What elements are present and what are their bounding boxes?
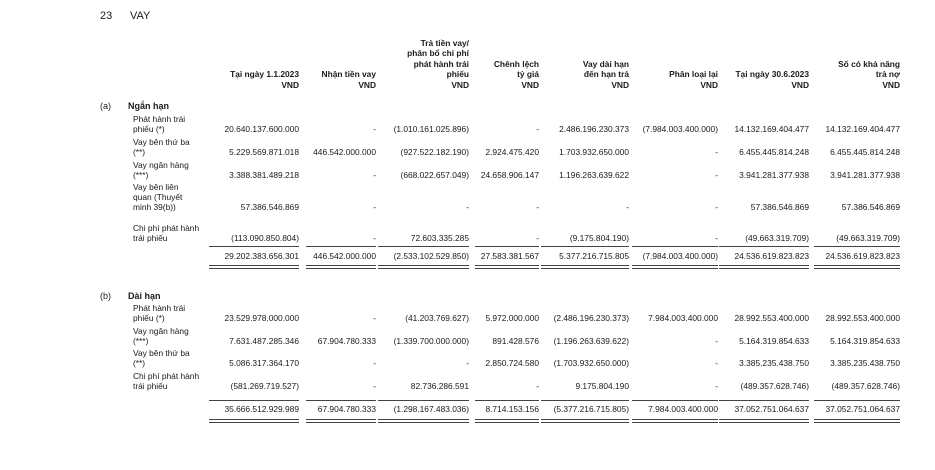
section-a-key: (a) (100, 101, 111, 111)
total-value: 35.666.512.929.989 (224, 404, 299, 414)
subtotal-rule (378, 400, 469, 401)
total-double-rule (209, 268, 299, 269)
cell-value: 5.086.317.364.170 (229, 358, 299, 369)
cell-value: (49.663.319.709) (745, 233, 809, 244)
cell-value: - (715, 336, 718, 347)
cell-value: - (626, 202, 629, 213)
cell-value: (489.357.628.746) (831, 381, 900, 392)
total-double-rule (814, 268, 900, 269)
cell-value: - (373, 313, 376, 324)
subtotal-rule (541, 400, 629, 401)
cell-value: (2.486.196.230.373) (553, 313, 629, 324)
total-double-rule (541, 419, 629, 420)
total-value: 5.377.216.715.805 (559, 251, 629, 261)
total-double-rule (306, 422, 376, 423)
total-value: (7.984.003.400.000) (642, 251, 718, 261)
cell-value: - (373, 202, 376, 213)
row-label: Vay bên liên quan (Thuyết minh 39(b)) (133, 182, 183, 213)
cell-value: 67.904.780.333 (317, 336, 376, 347)
row-label: Phát hành trái phiếu (*) (133, 303, 186, 324)
total-double-rule (632, 419, 718, 420)
cell-value: 891.428.576 (492, 336, 539, 347)
column-header: Nhận tiền vay VND (321, 69, 376, 90)
cell-value: 57.386.546.869 (841, 202, 900, 213)
cell-value: 5.229.569.871.018 (229, 147, 299, 158)
cell-value: (489.357.628.746) (740, 381, 809, 392)
row-label: Vay bên thứ ba (**) (133, 137, 190, 158)
cell-value: (1.196.263.639.622) (553, 336, 629, 347)
total-double-rule (209, 419, 299, 420)
cell-value: - (715, 233, 718, 244)
cell-value: (1.703.932.650.000) (553, 358, 629, 369)
total-double-rule (719, 419, 809, 420)
cell-value: - (715, 381, 718, 392)
cell-value: (1.010.161.025.896) (393, 124, 469, 135)
total-value: 37.052.751.064.637 (825, 404, 900, 414)
cell-value: (927.522.182.190) (400, 147, 469, 158)
total-value: 27.583.381.567 (480, 251, 539, 261)
cell-value: 6.455.445.814.248 (739, 147, 809, 158)
cell-value: - (536, 233, 539, 244)
column-header: Chênh lệch tỷ giá VND (493, 58, 539, 90)
cell-value: 3.385.235.438.750 (739, 358, 809, 369)
subtotal-rule (632, 246, 718, 247)
subtotal-rule (475, 400, 539, 401)
cell-value: 1.703.932.650.000 (559, 147, 629, 158)
subtotal-rule (814, 400, 900, 401)
total-double-rule (209, 265, 299, 266)
total-double-rule (632, 265, 718, 266)
total-double-rule (306, 419, 376, 420)
cell-value: 28.992.553.400.000 (825, 313, 900, 324)
total-value: (5.377.216.715.805) (553, 404, 629, 414)
section-b-title: Dài hạn (128, 291, 161, 301)
section-a-title: Ngắn hạn (128, 101, 170, 111)
total-double-rule (632, 268, 718, 269)
cell-value: 24.658.906.147 (480, 170, 539, 181)
cell-value: - (715, 358, 718, 369)
cell-value: 2.850.724.580 (485, 358, 539, 369)
total-value: 24.536.619.823.823 (825, 251, 900, 261)
cell-value: 14.132.169.404.477 (825, 124, 900, 135)
cell-value: 82.736.286.591 (410, 381, 469, 392)
section-b-key: (b) (100, 291, 111, 301)
total-value: (2.533.102.529.850) (393, 251, 469, 261)
cell-value: (49.663.319.709) (836, 233, 900, 244)
subtotal-rule (719, 246, 809, 247)
total-double-rule (378, 419, 469, 420)
total-double-rule (719, 265, 809, 266)
subtotal-rule (719, 400, 809, 401)
column-header: Trả tiền vay/ phân bổ chi phí phát hành trái phiếu VND (407, 37, 469, 90)
cell-value: 5.972.000.000 (485, 313, 539, 324)
cell-value: 3.388.381.489.218 (229, 170, 299, 181)
total-double-rule (814, 419, 900, 420)
cell-value: 446.542.000.000 (313, 147, 376, 158)
subtotal-rule (814, 246, 900, 247)
cell-value: 1.196.263.639.622 (559, 170, 629, 181)
cell-value: - (536, 381, 539, 392)
total-double-rule (814, 265, 900, 266)
cell-value: - (715, 147, 718, 158)
column-header: Vay dài hạn đến hạn trả VND (582, 58, 629, 90)
cell-value: 3.941.281.377.938 (739, 170, 809, 181)
cell-value: 57.386.546.869 (240, 202, 299, 213)
cell-value: - (373, 381, 376, 392)
subtotal-rule (541, 246, 629, 247)
subtotal-rule (306, 246, 376, 247)
cell-value: 20.640.137.600.000 (224, 124, 299, 135)
cell-value: - (536, 202, 539, 213)
subtotal-rule (209, 400, 299, 401)
cell-value: 3.385.235.438.750 (830, 358, 900, 369)
total-value: 37.052.751.064.637 (734, 404, 809, 414)
cell-value: 7.984.003.400.000 (648, 313, 718, 324)
column-header: Số có khả năng trả nợ VND (838, 58, 900, 90)
cell-value: 5.164.319.854.633 (739, 336, 809, 347)
cell-value: - (373, 124, 376, 135)
total-value: (1.298.167.483.036) (393, 404, 469, 414)
cell-value: (9.175.804.190) (569, 233, 629, 244)
cell-value: (41.203.769.627) (405, 313, 469, 324)
cell-value: (668.022.657.049) (400, 170, 469, 181)
cell-value: 72.603.335.285 (410, 233, 469, 244)
row-label: Phát hành trái phiếu (*) (133, 114, 186, 135)
cell-value: - (466, 358, 469, 369)
total-double-rule (378, 422, 469, 423)
cell-value: - (373, 170, 376, 181)
subtotal-rule (378, 246, 469, 247)
row-label: Chi phí phát hành trái phiếu (133, 223, 200, 244)
total-double-rule (719, 422, 809, 423)
row-label: Vay bên thứ ba (**) (133, 348, 190, 369)
row-label: Vay ngân hàng (***) (133, 160, 189, 181)
cell-value: 3.941.281.377.938 (830, 170, 900, 181)
column-header: Tại ngày 30.6.2023 VND (735, 69, 809, 90)
total-double-rule (541, 268, 629, 269)
cell-value: - (715, 170, 718, 181)
cell-value: - (715, 202, 718, 213)
column-header: Phân loại lại VND (669, 69, 718, 90)
subtotal-rule (306, 400, 376, 401)
total-double-rule (632, 422, 718, 423)
cell-value: 6.455.445.814.248 (830, 147, 900, 158)
cell-value: 57.386.546.869 (750, 202, 809, 213)
cell-value: 2.486.196.230.373 (559, 124, 629, 135)
total-double-rule (541, 265, 629, 266)
total-double-rule (541, 422, 629, 423)
cell-value: 9.175.804.190 (575, 381, 629, 392)
cell-value: (113.090.850.804) (231, 233, 299, 244)
total-double-rule (378, 268, 469, 269)
cell-value: - (373, 358, 376, 369)
total-double-rule (209, 422, 299, 423)
cell-value: - (373, 233, 376, 244)
total-value: 8.714.153.156 (485, 404, 539, 414)
total-double-rule (378, 265, 469, 266)
total-double-rule (306, 265, 376, 266)
row-label: Vay ngân hàng (***) (133, 326, 189, 347)
total-double-rule (475, 419, 539, 420)
total-value: 29.202.383.656.301 (224, 251, 299, 261)
cell-value: (7.984.003.400.000) (642, 124, 718, 135)
total-value: 446.542.000.000 (313, 251, 376, 261)
column-header: Tại ngày 1.1.2023 VND (230, 69, 299, 90)
cell-value: - (536, 124, 539, 135)
cell-value: 2.924.475.420 (485, 147, 539, 158)
subtotal-rule (475, 246, 539, 247)
total-double-rule (475, 265, 539, 266)
subtotal-rule (632, 400, 718, 401)
cell-value: 28.992.553.400.000 (734, 313, 809, 324)
total-double-rule (475, 422, 539, 423)
note-title: VAY (130, 10, 151, 22)
total-value: 67.904.780.333 (317, 404, 376, 414)
cell-value: (581.269.719.527) (230, 381, 299, 392)
subtotal-rule (209, 246, 299, 247)
note-number: 23 (100, 10, 113, 22)
cell-value: 23.529.978.000.000 (224, 313, 299, 324)
row-label: Chi phí phát hành trái phiếu (133, 371, 200, 392)
cell-value: (1.339.700.000.000) (393, 336, 469, 347)
cell-value: 5.164.319.854.633 (830, 336, 900, 347)
total-double-rule (475, 268, 539, 269)
cell-value: 7.631.487.285.346 (229, 336, 299, 347)
total-value: 24.536.619.823.823 (734, 251, 809, 261)
cell-value: - (466, 202, 469, 213)
total-double-rule (306, 268, 376, 269)
cell-value: 14.132.169.404.477 (734, 124, 809, 135)
total-double-rule (814, 422, 900, 423)
total-double-rule (719, 268, 809, 269)
total-value: 7.984.003.400.000 (648, 404, 718, 414)
